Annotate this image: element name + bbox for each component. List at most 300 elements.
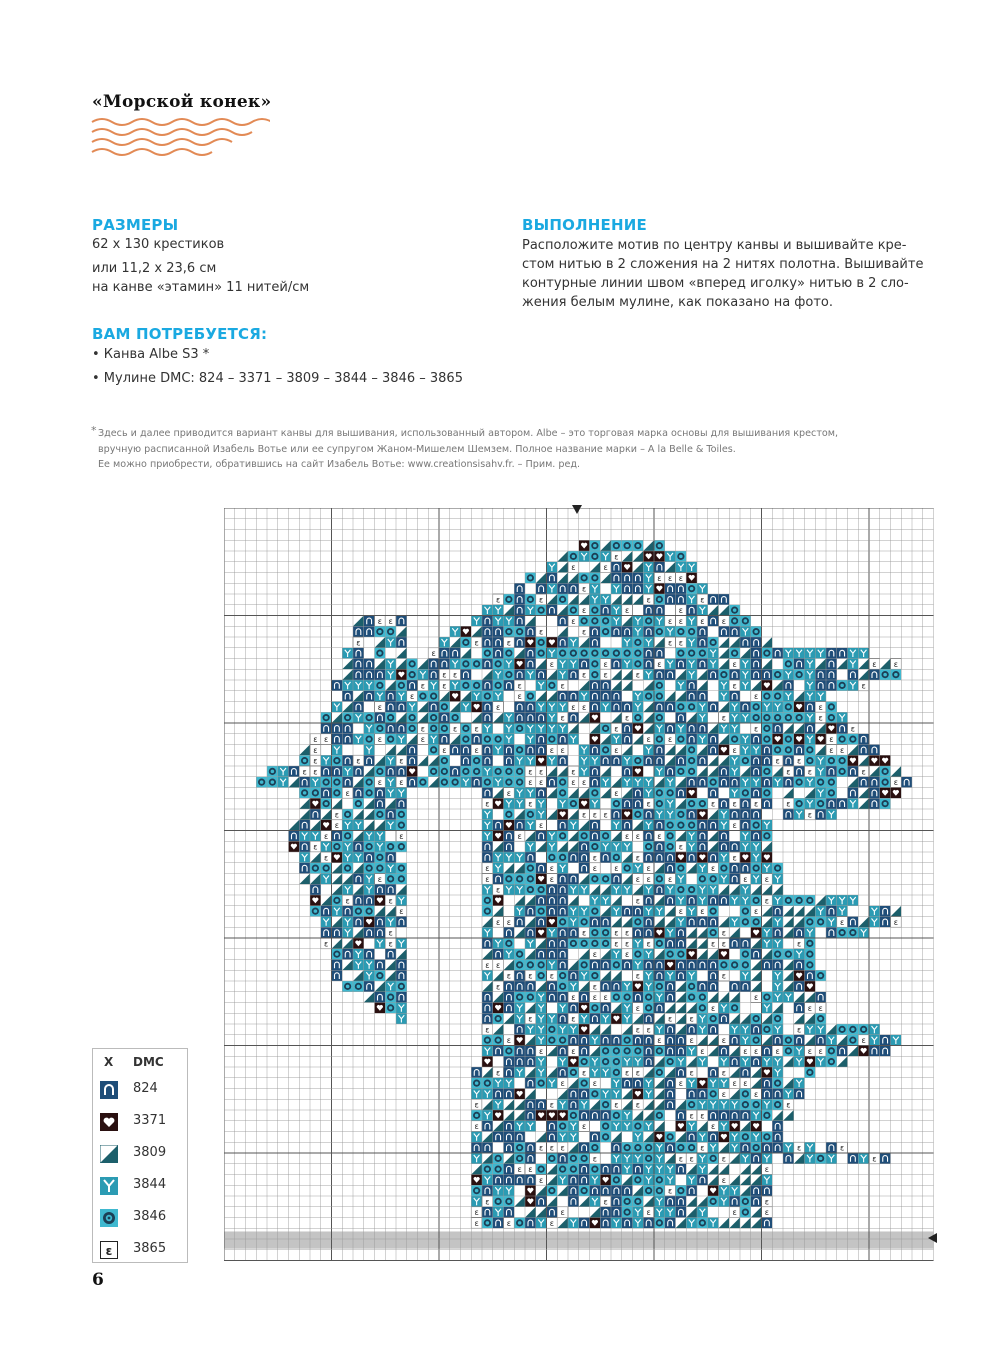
- svg-text:ε: ε: [313, 767, 318, 777]
- svg-text:ε: ε: [700, 595, 705, 605]
- svg-text:ε: ε: [678, 606, 684, 615]
- svg-text:ε: ε: [667, 874, 673, 884]
- svg-text:ε: ε: [571, 616, 576, 626]
- svg-text:ε: ε: [474, 1208, 479, 1217]
- svg-text:ε: ε: [105, 1244, 113, 1258]
- svg-text:ε: ε: [571, 1046, 576, 1056]
- svg-text:ε: ε: [635, 853, 641, 863]
- svg-text:ε: ε: [603, 563, 608, 572]
- svg-text:ε: ε: [560, 1143, 565, 1153]
- svg-text:ε: ε: [517, 692, 522, 701]
- svg-text:ε: ε: [796, 1025, 802, 1035]
- svg-text:ε: ε: [775, 1046, 780, 1056]
- svg-text:ε: ε: [839, 917, 845, 927]
- svg-text:ε: ε: [485, 960, 490, 970]
- svg-text:ε: ε: [700, 907, 705, 916]
- svg-text:ε: ε: [549, 874, 555, 884]
- svg-text:ε: ε: [678, 638, 684, 648]
- svg-text:ε: ε: [667, 638, 673, 648]
- footnote-line: Ее можно приобрести, обратившись на сайт Изабель Вотье: www.creationsisahv.fr. – Прим. ред.: [98, 459, 581, 470]
- svg-text:ε: ε: [549, 745, 555, 755]
- svg-text:ε: ε: [560, 681, 565, 691]
- svg-text:ε: ε: [528, 767, 533, 777]
- svg-text:ε: ε: [743, 1046, 748, 1056]
- svg-text:ε: ε: [646, 735, 651, 744]
- footnote-line: вручную расписанной Изабель Вотье или ее супругом Жаном-Мишелем Шемзем. Полное название марки – A la Belle & Toiles.: [98, 443, 736, 455]
- svg-text:ε: ε: [592, 853, 598, 863]
- svg-text:ε: ε: [700, 1143, 705, 1153]
- svg-text:ε: ε: [538, 778, 544, 787]
- svg-text:ε: ε: [721, 713, 727, 723]
- svg-text:ε: ε: [517, 681, 522, 691]
- svg-text:ε: ε: [635, 971, 641, 981]
- svg-text:ε: ε: [614, 1100, 619, 1110]
- svg-text:ε: ε: [538, 1046, 544, 1056]
- svg-text:ε: ε: [538, 821, 544, 830]
- svg-text:ε: ε: [689, 1154, 694, 1164]
- svg-text:ε: ε: [796, 939, 802, 949]
- svg-text:ε: ε: [323, 939, 329, 949]
- svg-text:ε: ε: [753, 1046, 759, 1056]
- svg-text:ε: ε: [345, 788, 350, 798]
- svg-text:ε: ε: [646, 864, 651, 873]
- svg-text:ε: ε: [678, 1079, 684, 1088]
- svg-text:ε: ε: [538, 595, 544, 605]
- svg-text:ε: ε: [388, 939, 393, 949]
- svg-text:ε: ε: [710, 1003, 716, 1013]
- svg-text:ε: ε: [581, 928, 587, 938]
- svg-text:ε: ε: [313, 842, 318, 852]
- execution-line: Расположите мотив по центру канвы и вышивайте кре-: [522, 238, 907, 253]
- svg-text:ε: ε: [442, 745, 447, 755]
- legend-row: [93, 1205, 187, 1235]
- svg-text:ε: ε: [377, 735, 383, 744]
- svg-text:ε: ε: [700, 616, 705, 626]
- svg-text:ε: ε: [624, 928, 630, 938]
- svg-text:ε: ε: [377, 778, 383, 787]
- svg-text:ε: ε: [646, 1208, 651, 1217]
- svg-text:ε: ε: [495, 885, 501, 895]
- sizes-line: 62 х 130 крестиков: [92, 237, 225, 252]
- svg-text:ε: ε: [452, 724, 458, 734]
- svg-text:ε: ε: [667, 616, 673, 626]
- svg-text:ε: ε: [592, 950, 598, 959]
- svg-text:ε: ε: [689, 1111, 694, 1121]
- svg-text:ε: ε: [624, 950, 630, 959]
- svg-text:ε: ε: [753, 907, 759, 916]
- svg-text:ε: ε: [485, 799, 490, 809]
- svg-text:ε: ε: [388, 928, 393, 938]
- svg-text:ε: ε: [721, 1068, 727, 1078]
- svg-text:ε: ε: [753, 692, 759, 701]
- svg-text:ε: ε: [721, 1175, 727, 1185]
- svg-text:ε: ε: [560, 713, 565, 723]
- svg-text:ε: ε: [624, 939, 630, 949]
- svg-text:ε: ε: [710, 1122, 716, 1131]
- svg-text:ε: ε: [549, 1218, 555, 1228]
- svg-text:ε: ε: [721, 616, 727, 626]
- svg-text:ε: ε: [786, 767, 791, 777]
- svg-text:ε: ε: [861, 681, 866, 691]
- legend-code: 3865: [133, 1241, 167, 1256]
- execution-heading: ВЫПОЛНЕНИЕ: [522, 216, 647, 234]
- svg-text:ε: ε: [807, 1003, 813, 1013]
- cross-stitch-chart: [224, 508, 934, 1265]
- svg-text:ε: ε: [753, 799, 759, 809]
- svg-text:ε: ε: [646, 939, 651, 949]
- svg-text:ε: ε: [700, 1111, 705, 1121]
- svg-text:ε: ε: [861, 767, 866, 777]
- legend-col-x: X: [104, 1055, 114, 1069]
- svg-text:ε: ε: [818, 713, 823, 723]
- svg-text:ε: ε: [764, 896, 770, 906]
- svg-text:ε: ε: [323, 853, 329, 863]
- svg-text:ε: ε: [861, 1036, 866, 1045]
- svg-text:ε: ε: [839, 745, 845, 755]
- svg-text:ε: ε: [388, 616, 393, 626]
- svg-text:ε: ε: [657, 1036, 662, 1045]
- legend-row: [93, 1109, 187, 1139]
- svg-text:ε: ε: [495, 595, 501, 605]
- svg-text:ε: ε: [732, 821, 737, 830]
- svg-text:ε: ε: [732, 745, 737, 755]
- svg-text:ε: ε: [313, 735, 318, 744]
- svg-text:ε: ε: [603, 993, 608, 1002]
- svg-text:ε: ε: [474, 1100, 479, 1110]
- svg-text:ε: ε: [356, 638, 361, 648]
- svg-text:ε: ε: [581, 627, 587, 637]
- svg-text:ε: ε: [571, 702, 576, 712]
- svg-text:ε: ε: [506, 1218, 512, 1228]
- svg-text:ε: ε: [571, 767, 576, 777]
- svg-text:ε: ε: [538, 627, 544, 637]
- svg-text:ε: ε: [872, 659, 877, 669]
- svg-text:ε: ε: [549, 864, 555, 873]
- svg-text:ε: ε: [732, 853, 737, 863]
- svg-text:ε: ε: [399, 778, 404, 787]
- materials-heading: ВАМ ПОТРЕБУЕТСЯ:: [92, 325, 268, 343]
- svg-text:ε: ε: [818, 1046, 823, 1056]
- svg-text:ε: ε: [506, 1036, 512, 1045]
- svg-text:ε: ε: [721, 1089, 727, 1099]
- legend-code: 824: [133, 1081, 158, 1096]
- svg-text:ε: ε: [571, 993, 576, 1002]
- svg-text:ε: ε: [818, 702, 823, 712]
- svg-text:ε: ε: [506, 788, 512, 798]
- svg-text:ε: ε: [732, 1208, 737, 1217]
- svg-text:ε: ε: [592, 864, 598, 873]
- svg-text:ε: ε: [646, 595, 651, 605]
- svg-text:ε: ε: [399, 756, 404, 766]
- svg-text:ε: ε: [689, 1036, 694, 1045]
- svg-text:ε: ε: [839, 1143, 845, 1153]
- svg-text:ε: ε: [581, 606, 587, 615]
- svg-text:ε: ε: [377, 874, 383, 884]
- svg-text:ε: ε: [323, 831, 329, 841]
- svg-text:ε: ε: [592, 1154, 598, 1164]
- footnote: [92, 426, 912, 473]
- svg-text:ε: ε: [377, 616, 383, 626]
- svg-text:ε: ε: [538, 1143, 544, 1153]
- svg-text:ε: ε: [334, 810, 340, 820]
- svg-text:ε: ε: [420, 724, 426, 734]
- sizes-line: или 11,2 х 23,6 см: [92, 261, 217, 276]
- svg-text:ε: ε: [624, 831, 630, 841]
- svg-text:ε: ε: [538, 767, 544, 777]
- svg-text:ε: ε: [700, 1046, 705, 1056]
- svg-text:ε: ε: [753, 1089, 759, 1099]
- svg-text:ε: ε: [495, 982, 501, 992]
- svg-text:ε: ε: [495, 1068, 501, 1078]
- svg-text:ε: ε: [517, 1165, 522, 1174]
- svg-text:ε: ε: [528, 971, 533, 981]
- svg-text:ε: ε: [474, 1218, 479, 1228]
- svg-text:ε: ε: [732, 659, 737, 669]
- svg-text:ε: ε: [581, 810, 587, 820]
- svg-text:ε: ε: [528, 1165, 533, 1174]
- svg-text:ε: ε: [689, 1014, 694, 1024]
- svg-text:ε: ε: [313, 745, 318, 755]
- svg-text:ε: ε: [592, 993, 598, 1002]
- svg-text:ε: ε: [893, 917, 899, 927]
- svg-text:ε: ε: [635, 1068, 641, 1078]
- svg-text:ε: ε: [442, 670, 447, 680]
- execution-line: жения белым мулине, как показано на фото.: [522, 295, 834, 310]
- svg-text:ε: ε: [323, 735, 329, 744]
- svg-text:ε: ε: [710, 939, 716, 949]
- svg-text:ε: ε: [710, 799, 716, 809]
- svg-text:ε: ε: [796, 1143, 802, 1153]
- svg-text:ε: ε: [614, 939, 619, 949]
- execution-line: контурные линии швом «вперед иголку» нитью в 2 сло-: [522, 276, 909, 291]
- svg-text:ε: ε: [377, 702, 383, 712]
- legend-code: 3809: [133, 1145, 167, 1160]
- svg-text:ε: ε: [657, 831, 662, 841]
- svg-text:ε: ε: [431, 649, 436, 658]
- svg-text:ε: ε: [624, 713, 630, 723]
- svg-text:ε: ε: [721, 1036, 727, 1045]
- svg-text:ε: ε: [646, 874, 651, 884]
- svg-text:ε: ε: [667, 1014, 673, 1024]
- epsilon-icon: [100, 1241, 118, 1259]
- svg-text:ε: ε: [721, 1154, 727, 1164]
- svg-text:ε: ε: [485, 874, 490, 884]
- svg-text:ε: ε: [485, 864, 490, 873]
- footnote-line: Здесь и далее приводится вариант канвы для вышивания, использованный автором. Albe – это торговая марка основы для вышивания крестом,: [98, 428, 839, 439]
- svg-text:ε: ε: [829, 735, 834, 744]
- svg-text:ε: ε: [893, 659, 899, 669]
- svg-text:ε: ε: [807, 1046, 813, 1056]
- svg-text:ε: ε: [474, 745, 479, 755]
- svg-text:ε: ε: [893, 778, 899, 787]
- svg-text:ε: ε: [775, 756, 780, 766]
- svg-text:ε: ε: [420, 681, 426, 691]
- svg-text:ε: ε: [635, 1003, 641, 1013]
- svg-text:ε: ε: [345, 896, 350, 906]
- svg-text:ε: ε: [635, 831, 641, 841]
- svg-text:ε: ε: [786, 799, 791, 809]
- footnote-star: *: [91, 424, 97, 437]
- svg-text:ε: ε: [614, 745, 619, 755]
- svg-text:ε: ε: [764, 1208, 770, 1217]
- svg-text:ε: ε: [571, 1014, 576, 1024]
- svg-text:ε: ε: [442, 681, 447, 691]
- svg-text:ε: ε: [560, 745, 565, 755]
- svg-text:ε: ε: [592, 982, 598, 992]
- page-title: «Морской конек»: [92, 92, 272, 112]
- svg-text:ε: ε: [581, 584, 587, 594]
- execution-text: [522, 236, 922, 312]
- y-symbol-icon: [100, 1177, 118, 1195]
- legend-row: [93, 1237, 187, 1267]
- svg-text:ε: ε: [635, 896, 641, 906]
- svg-text:ε: ε: [409, 692, 415, 701]
- svg-text:ε: ε: [517, 831, 522, 841]
- materials-item: • Мулине DMC: 824 – 3371 – 3809 – 3844 – 3846 – 3865: [92, 371, 463, 386]
- svg-text:ε: ε: [764, 874, 770, 884]
- page-number: 6: [92, 1270, 104, 1290]
- svg-text:ε: ε: [506, 971, 512, 981]
- svg-text:ε: ε: [485, 1025, 490, 1035]
- svg-text:ε: ε: [786, 1100, 791, 1110]
- svg-text:ε: ε: [743, 874, 748, 884]
- svg-text:ε: ε: [603, 1197, 608, 1207]
- legend-row: [93, 1173, 187, 1203]
- svg-text:ε: ε: [732, 1079, 737, 1088]
- sizes-line: на канве «этамин» 11 нитей/см: [92, 280, 310, 295]
- heart-icon: [100, 1113, 118, 1131]
- svg-text:ε: ε: [560, 1079, 565, 1088]
- svg-text:ε: ε: [302, 767, 307, 777]
- legend-row: [93, 1077, 187, 1107]
- svg-text:ε: ε: [807, 810, 813, 820]
- svg-text:ε: ε: [614, 788, 619, 798]
- svg-text:ε: ε: [614, 724, 619, 734]
- svg-text:ε: ε: [528, 1014, 533, 1024]
- svg-text:ε: ε: [624, 1068, 630, 1078]
- svg-text:ε: ε: [753, 993, 759, 1002]
- svg-text:ε: ε: [581, 1122, 587, 1131]
- svg-text:ε: ε: [657, 573, 662, 583]
- svg-text:ε: ε: [872, 1154, 877, 1164]
- svg-text:ε: ε: [506, 917, 512, 927]
- center-top-marker: [572, 505, 582, 514]
- svg-text:ε: ε: [614, 864, 619, 873]
- svg-text:ε: ε: [635, 874, 641, 884]
- svg-text:ε: ε: [452, 670, 458, 680]
- svg-text:ε: ε: [689, 1068, 694, 1078]
- svg-text:ε: ε: [743, 1079, 748, 1088]
- svg-text:ε: ε: [646, 799, 651, 809]
- svg-text:ε: ε: [721, 939, 727, 949]
- svg-text:ε: ε: [399, 831, 404, 841]
- svg-text:ε: ε: [495, 702, 501, 712]
- svg-text:ε: ε: [571, 563, 576, 572]
- svg-text:ε: ε: [571, 778, 576, 787]
- svg-text:ε: ε: [399, 907, 404, 916]
- svg-text:ε: ε: [528, 799, 533, 809]
- svg-text:ε: ε: [581, 670, 587, 680]
- arch-icon: [100, 1081, 118, 1099]
- legend-row: [93, 1141, 187, 1171]
- svg-text:ε: ε: [624, 606, 630, 615]
- dot-circle-icon: [100, 1209, 118, 1227]
- sizes-heading: РАЗМЕРЫ: [92, 216, 179, 234]
- svg-text:ε: ε: [334, 821, 340, 830]
- execution-line: стом нитью в 2 сложения на 2 нитях полотна. Вышивайте: [522, 257, 924, 272]
- svg-text:ε: ε: [657, 659, 662, 669]
- svg-text:ε: ε: [764, 1165, 770, 1174]
- half-diagonal-icon: [100, 1145, 118, 1163]
- svg-text:ε: ε: [764, 1197, 770, 1207]
- svg-text:ε: ε: [796, 756, 802, 766]
- svg-text:ε: ε: [592, 1079, 598, 1088]
- svg-text:ε: ε: [495, 917, 501, 927]
- svg-text:ε: ε: [474, 1122, 479, 1131]
- svg-text:ε: ε: [678, 573, 684, 583]
- thread-legend: [92, 1048, 188, 1263]
- svg-text:ε: ε: [581, 702, 587, 712]
- svg-text:ε: ε: [635, 670, 641, 680]
- svg-text:ε: ε: [549, 1143, 555, 1153]
- svg-text:ε: ε: [603, 670, 608, 680]
- svg-text:ε: ε: [420, 735, 426, 744]
- svg-text:ε: ε: [753, 724, 759, 734]
- svg-text:ε: ε: [549, 971, 555, 981]
- svg-text:ε: ε: [356, 756, 361, 766]
- svg-text:ε: ε: [829, 745, 834, 755]
- svg-text:ε: ε: [667, 1186, 673, 1196]
- svg-text:ε: ε: [603, 810, 608, 820]
- legend-code: 3371: [133, 1113, 167, 1128]
- svg-text:ε: ε: [710, 864, 716, 873]
- svg-text:ε: ε: [614, 552, 619, 562]
- svg-text:ε: ε: [678, 907, 684, 916]
- svg-text:ε: ε: [592, 810, 598, 820]
- svg-text:ε: ε: [495, 960, 501, 970]
- svg-text:ε: ε: [635, 1025, 641, 1035]
- svg-text:ε: ε: [678, 842, 684, 852]
- svg-text:ε: ε: [614, 928, 619, 938]
- pattern-grid: [224, 508, 934, 1261]
- center-right-marker: [928, 1233, 937, 1243]
- svg-text:ε: ε: [528, 778, 533, 787]
- svg-text:ε: ε: [818, 1003, 823, 1013]
- wave-decoration: [90, 116, 270, 158]
- svg-text:ε: ε: [646, 1025, 651, 1035]
- svg-text:ε: ε: [549, 659, 555, 669]
- legend-code: 3846: [133, 1209, 167, 1224]
- svg-text:ε: ε: [603, 659, 608, 669]
- svg-text:ε: ε: [474, 638, 479, 648]
- svg-text:ε: ε: [313, 756, 318, 766]
- legend-col-dmc: DMC: [133, 1055, 164, 1069]
- svg-text:ε: ε: [485, 1197, 490, 1207]
- svg-text:ε: ε: [538, 1175, 544, 1185]
- svg-text:ε: ε: [678, 1154, 684, 1164]
- svg-text:ε: ε: [635, 1100, 641, 1110]
- materials-item: • Канва Albe S3 *: [92, 347, 210, 362]
- svg-text:ε: ε: [667, 735, 673, 744]
- svg-text:ε: ε: [506, 638, 512, 648]
- svg-text:ε: ε: [388, 896, 393, 906]
- svg-text:ε: ε: [549, 1100, 555, 1110]
- svg-text:ε: ε: [678, 616, 684, 626]
- legend-code: 3844: [133, 1177, 167, 1192]
- svg-text:ε: ε: [474, 724, 479, 734]
- svg-text:ε: ε: [581, 1068, 587, 1078]
- svg-text:ε: ε: [850, 724, 856, 734]
